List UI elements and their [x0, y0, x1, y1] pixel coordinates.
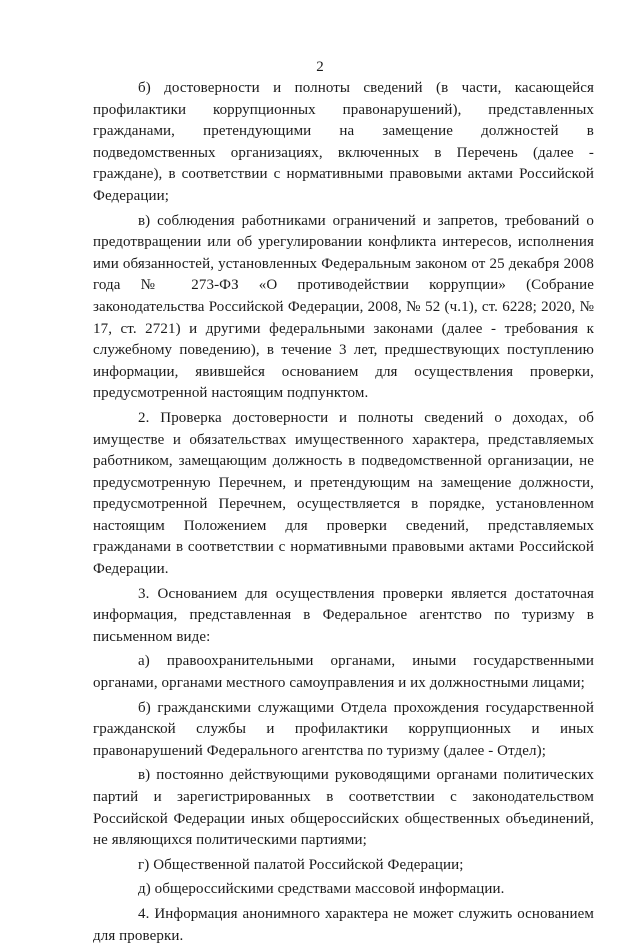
paragraph-3e: д) общероссийскими средствами массовой информации.	[138, 881, 505, 898]
paragraph-1b: б) достоверности и полноты сведений (в части, касающейся профилактики коррупционных правонарушений), представленных гражданами, претендующими на замещение должностей в подведомственных организациях, включенных в Перечень (далее - граждане), в соответствии с нормативными правовыми актами Российской Федерации;	[93, 80, 594, 204]
paragraph-3b: б) гражданскими служащими Отдела прохождения государственной гражданской службы и профилактики коррупционных и иных правонарушений Федерального агентства по туризму (далее - Отдел);	[93, 699, 594, 759]
paragraph-1c: в) соблюдения работниками ограничений и запретов, требований о предотвращении или об урегулировании конфликта интересов, исполнения ими обязанностей, установленных Федеральным законом от 25 декабря 2008 года № 273-ФЗ «О противодействии коррупции» (Собрание законодательства Российской Федерации, 2008, № 52 (ч.1), ст. 6228; 2020, № 17, ст. 2721) и другими федеральными законами (далее - требования к служебному поведению), в течение 3 лет, предшествующих поступлению информации, явившейся основанием для осуществления проверки, предусмотренной настоящим подпунктом.	[93, 212, 594, 402]
paragraph-4: 4. Информация анонимного характера не может служить основанием для проверки.	[93, 905, 594, 944]
paragraph-2: 2. Проверка достоверности и полноты сведений о доходах, об имуществе и обязательствах имущественного характера, представляемых работником, замещающим должность в подведомственной организации, не предусмотренную Перечнем, и претендующим на замещение должности, предусмотренной Перечнем, осуществляется в порядке, установленном настоящим Положением для проверки сведений, представляемых гражданами в соответствии с нормативными правовыми актами Российской Федерации.	[93, 409, 594, 578]
paragraph-3d: г) Общественной палатой Российской Федерации;	[138, 856, 464, 873]
page-number: 2	[316, 59, 324, 75]
paragraph-3c: в) постоянно действующими руководящими органами политических партий и зарегистрированных в соответствии с законодательством Российской Федерации иных общероссийских общественных объединений, не являющихся политическими партиями;	[93, 767, 594, 849]
paragraph-3: 3. Основанием для осуществления проверки является достаточная информация, представленная в Федеральное агентство по туризму в письменном виде:	[93, 585, 594, 645]
document-body	[93, 78, 594, 947]
paragraph-3a: а) правоохранительными органами, иными государственными органами, органами местного самоуправления и их должностными лицами;	[93, 653, 594, 692]
